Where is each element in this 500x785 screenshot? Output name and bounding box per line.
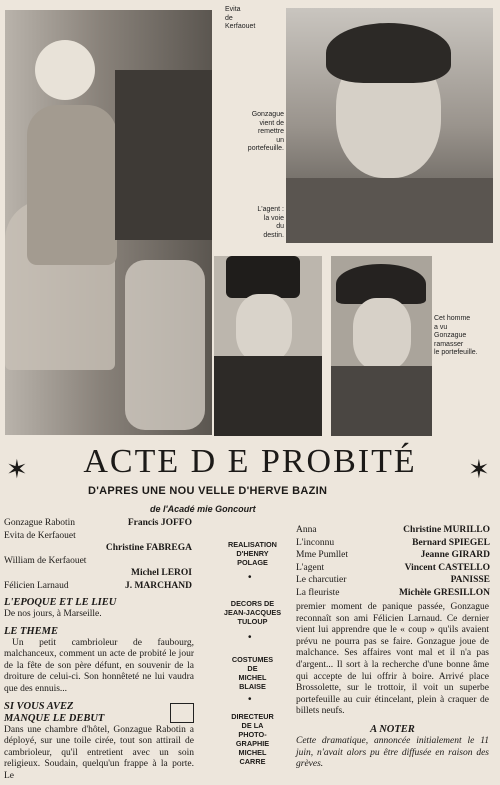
credit-dot: • bbox=[248, 694, 252, 705]
caption-agent: L'agent : la voie du destin. bbox=[257, 206, 284, 239]
credit-photo: DIRECTEUR DE LA PHOTO- GRAPHIE MICHEL CARRE bbox=[231, 712, 274, 766]
credit-realisation: REALISATION D'HENRY POLAGE bbox=[228, 540, 277, 567]
photo-homme bbox=[331, 256, 432, 436]
epoque-heading: L'EPOQUE ET LE LIEU bbox=[4, 597, 117, 608]
si-vous-header bbox=[4, 701, 194, 725]
cast-row: Le charcutier PANISSE bbox=[296, 575, 490, 585]
left-column bbox=[4, 597, 194, 783]
article-title: ACTE D E PROBITÉ bbox=[83, 443, 417, 480]
subtitle-academie: de l'Acadé mie Goncourt bbox=[150, 504, 256, 514]
theme-heading: LE THEME bbox=[4, 625, 58, 637]
cast-row: Mme Pumllet Jeanne GIRARD bbox=[296, 550, 490, 560]
star-left: ✶ bbox=[6, 454, 28, 484]
tv-icon bbox=[170, 703, 194, 723]
story-continued: premier moment de panique passée, Gonzague reconnaît son ami Félicien Larnaud. Ce dernier vient lui apprendre que le « coup » qu'ils avaient prévu ne pourra pas se faire. Gonzague joue de malchance. Ses affaires vont mal et il n'a pas d'argent... Il sort à la recherche d'une bonne âme qui accepte de lui offrir à boire. Arrivé place Brossolette, sur le trottoir, il voit un superbe portefeuille au cuir étincelant, plein à craquer de billets neufs. bbox=[296, 602, 489, 717]
cast-row: Christine FABREGA bbox=[105, 543, 192, 553]
a-noter-text: Cette dramatique, annoncée initialement le 11 juin, n'avait alors pu être diffusée en raison des grèves. bbox=[296, 735, 489, 770]
epoque-text: De nos jours, à Marseille. bbox=[4, 609, 102, 619]
cast-row: Gonzague Rabotin Francis JOFFO bbox=[4, 518, 192, 528]
photo-agent bbox=[214, 256, 322, 436]
caption-gonzague: Gonzague vient de remettre un portefeuille. bbox=[247, 111, 284, 152]
subtitle: D'APRES UNE NOU VELLE D'HERVE BAZIN bbox=[88, 485, 328, 497]
photo-gonzague bbox=[286, 8, 493, 243]
manque-heading: MANQUE LE DEBUT bbox=[4, 712, 105, 724]
caption-homme: Cet homme a vu Gonzague ramasser le portefeuille. bbox=[434, 315, 478, 356]
credit-decors: DECORS DE JEAN-JACQUES TULOUP bbox=[223, 599, 282, 626]
credit-dot: • bbox=[248, 632, 252, 643]
right-column bbox=[296, 602, 489, 771]
si-vous-heading: SI VOUS AVEZ bbox=[4, 700, 74, 712]
cast-row: William de Kerfaouet bbox=[4, 555, 87, 566]
credit-costumes: COSTUMES DE MICHEL BLAISE bbox=[231, 655, 274, 691]
a-noter-heading: A NOTER bbox=[370, 723, 415, 735]
cast-row: L'agent Vincent CASTELLO bbox=[296, 562, 490, 573]
si-vous-text: Dans une chambre d'hôtel, Gonzague Rabotin a déployé, sur une toile cirée, tout son attirail de cambrioleur, qu'il entretient avec un soin religieux. Soudain, quelqu'un frappe à la porte. Le bbox=[4, 724, 194, 781]
cast-list-right bbox=[296, 524, 490, 599]
theme-text: Un petit cambrioleur de faubourg, malchanceux, comment un acte de probité le jour de la fête de son père défunt, en souvenir de la droiture de celui-ci. Son honnêteté ne lui vaudra que des ennuis... bbox=[4, 637, 194, 694]
photo-evita-armchair bbox=[5, 10, 212, 435]
cast-row: Evita de Kerfaouet bbox=[4, 530, 76, 541]
credit-dot: • bbox=[248, 572, 252, 583]
cast-list-left bbox=[4, 517, 192, 592]
caption-evita: Evita de Kerfaouet bbox=[225, 6, 256, 30]
cast-row: La fleuriste Michèle GRESILLON bbox=[296, 587, 490, 598]
cast-row: Anna Christine MURILLO bbox=[296, 525, 490, 535]
cast-row: L'inconnu Bernard SPIEGEL bbox=[296, 537, 490, 548]
cast-row: Michel LEROI bbox=[131, 568, 192, 578]
cast-row: Félicien Larnaud J. MARCHAND bbox=[4, 580, 192, 591]
star-right: ✶ bbox=[468, 454, 490, 484]
